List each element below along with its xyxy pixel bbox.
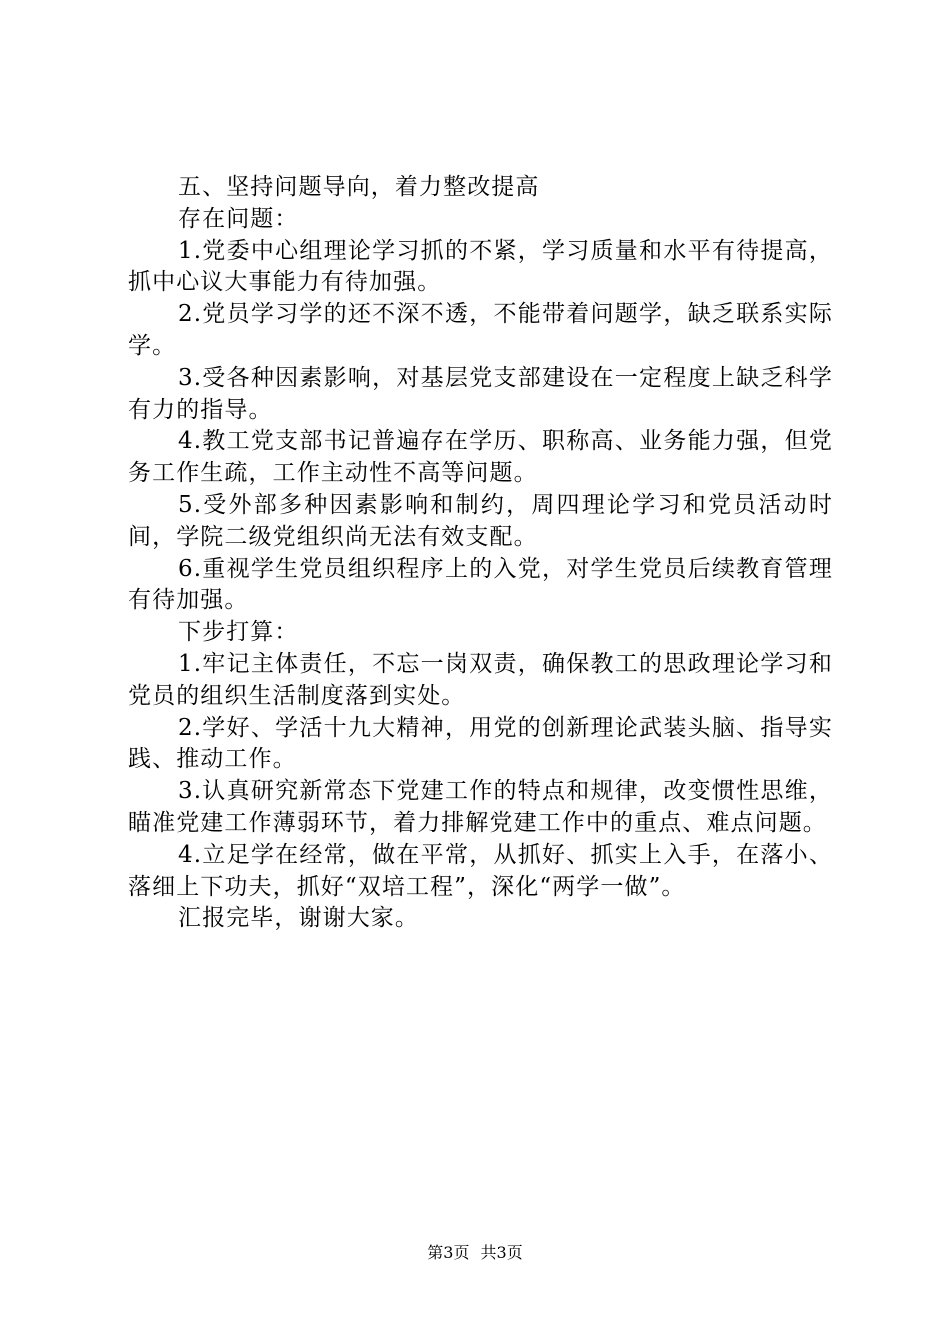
subheading-problems: 存在问题：: [178, 205, 299, 232]
problem-item: 3.受各种因素影响，对基层党支部建设在一定程度上缺乏科学有力的指导。: [128, 364, 833, 423]
section-heading: 五、坚持问题导向，着力整改提高: [178, 174, 540, 200]
problem-item: 1.党委中心组理论学习抓的不紧，学习质量和水平有待提高，抓中心议大事能力有待加强。: [128, 237, 833, 296]
problem-item: 6.重视学生党员组织程序上的入党，对学生党员后续教育管理有待加强。: [128, 555, 833, 614]
plan-item: 3.认真研究新常态下党建工作的特点和规律，改变惯性思维，瞄准党建工作薄弱环节，着力排解党建工作中的重点、难点问题。: [128, 778, 833, 836]
plan-item: 1.牢记主体责任，不忘一岗双责，确保教工的思政理论学习和党员的组织生活制度落到实处。: [128, 650, 833, 709]
problem-item: 4.教工党支部书记普遍存在学历、职称高、业务能力强，但党务工作生疏，工作主动性不高等问题。: [128, 428, 833, 487]
closing-remark: 汇报完毕，谢谢大家。: [178, 905, 419, 932]
page-number: 第3页: [427, 1243, 470, 1262]
subheading-plans: 下步打算：: [178, 619, 299, 646]
page-footer: [0, 1242, 950, 1264]
page-total: 共3页: [480, 1243, 523, 1262]
problem-item: 5.受外部多种因素影响和制约，周四理论学习和党员活动时间，学院二级党组织尚无法有效支配。: [128, 491, 833, 550]
plan-item: 4.立足学在经常，做在平常，从抓好、抓实上入手，在落小、落细上下功夫，抓好“双培工程”，深化“两学一做”。: [128, 841, 833, 900]
problem-item: 2.党员学习学的还不深不透，不能带着问题学，缺乏联系实际学。: [128, 301, 833, 359]
document-body: [128, 172, 833, 935]
plan-item: 2.学好、学活十九大精神，用党的创新理论武装头脑、指导实践、推动工作。: [128, 714, 833, 773]
